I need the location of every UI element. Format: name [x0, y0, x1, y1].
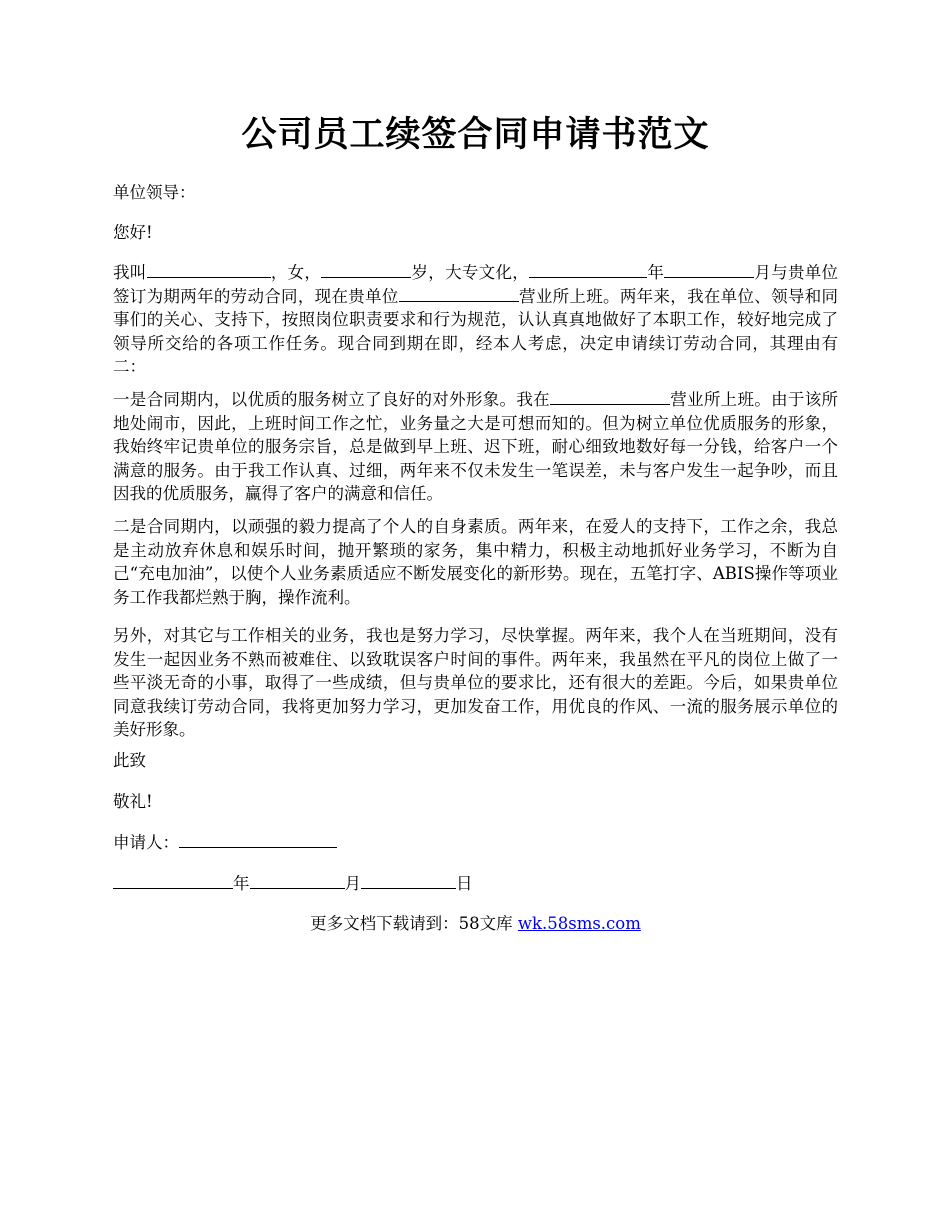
reason-one-text-2: 营业所上班。由于该所地处闹市，因此，上班时间工作之忙，业务量之大是可想而知的。但为树立单位优质服务的形象，我始终牢记贵单位的服务宗旨，总是做到早上班、迟下班，耐心细致地数好每一分钱，给客户一个满意的服务。由于我工作认真、过细，两年来不仅未发生一笔误差，未与客户发生一起争吵，而且因我的优质服务，赢得了客户的满意和信任。: [113, 390, 839, 503]
branch-blank-2: [550, 389, 670, 405]
date-month-blank: [250, 873, 345, 889]
footer-link[interactable]: wk.58sms.com: [517, 914, 641, 933]
intro-text-1: 我叫: [113, 263, 147, 282]
applicant-blank: [179, 832, 337, 848]
intro-text-2: ，女，: [270, 263, 322, 282]
applicant-line: [113, 831, 838, 855]
greeting: 您好!: [113, 223, 153, 242]
download-footer: [113, 912, 838, 935]
intro-paragraph: [113, 261, 838, 379]
reason-two-paragraph: 二是合同期内，以顽强的毅力提高了个人的自身素质。两年来，在爱人的支持下，工作之余，我总是主动放弃休息和娱乐时间，抛开繁琐的家务，集中精力，积极主动地抓好业务学习，不断为自己“充电加油”，以使个人业务素质适应不断发展变化的新形势。现在，五笔打字、ABIS操作等项业务工作我都烂熟于胸，操作流利。: [113, 517, 838, 607]
closing: 此致: [113, 751, 146, 770]
regards: 敬礼!: [113, 792, 153, 811]
name-blank: [147, 262, 271, 278]
date-day-blank: [361, 873, 456, 889]
date-month-label: 月: [344, 874, 361, 893]
date-day-label: 日: [456, 874, 473, 893]
intro-text-5: 月与贵单位签订为期两年的劳动合同，现在贵单位: [113, 263, 839, 306]
date-year-blank: [113, 873, 233, 889]
branch-blank: [399, 286, 519, 302]
intro-text-4: 年: [647, 263, 665, 282]
month-blank: [664, 262, 754, 278]
age-blank: [321, 262, 411, 278]
applicant-label: 申请人：: [113, 833, 179, 852]
footer-text: 更多文档下载请到：58文库: [310, 914, 513, 933]
date-line: [113, 872, 838, 896]
reason-one-paragraph: [113, 388, 838, 506]
additional-paragraph: 另外，对其它与工作相关的业务，我也是努力学习，尽快掌握。两年来，我个人在当班期间，没有发生一起因业务不熟而被难住、以致耽误客户时间的事件。两年来，我虽然在平凡的岗位上做了一些平淡无奇的小事，取得了一些成绩，但与贵单位的要求比，还有很大的差距。今后，如果贵单位同意我续订劳动合同，我将更加努力学习，更加发奋工作，用优良的作风、一流的服务展示单位的美好形象。: [113, 626, 838, 739]
document-title: 公司员工续签合同申请书范文: [241, 114, 710, 155]
intro-text-6: 营业所上班。两年来，我在单位、领导和同事们的关心、支持下，按照岗位职责要求和行为规范，认认真真地做好了本职工作，较好地完成了领导所交给的各项工作任务。现合同到期在即，经本人考虑，决定申请续订劳动合同，其理由有二：: [113, 286, 839, 376]
reason-one-text-1: 一是合同期内，以优质的服务树立了良好的对外形象。我在: [113, 390, 550, 409]
salutation: 单位领导：: [113, 183, 196, 202]
date-year-label: 年: [233, 874, 250, 893]
year-blank: [529, 262, 647, 278]
intro-text-3: 岁，大专文化，: [411, 263, 530, 282]
